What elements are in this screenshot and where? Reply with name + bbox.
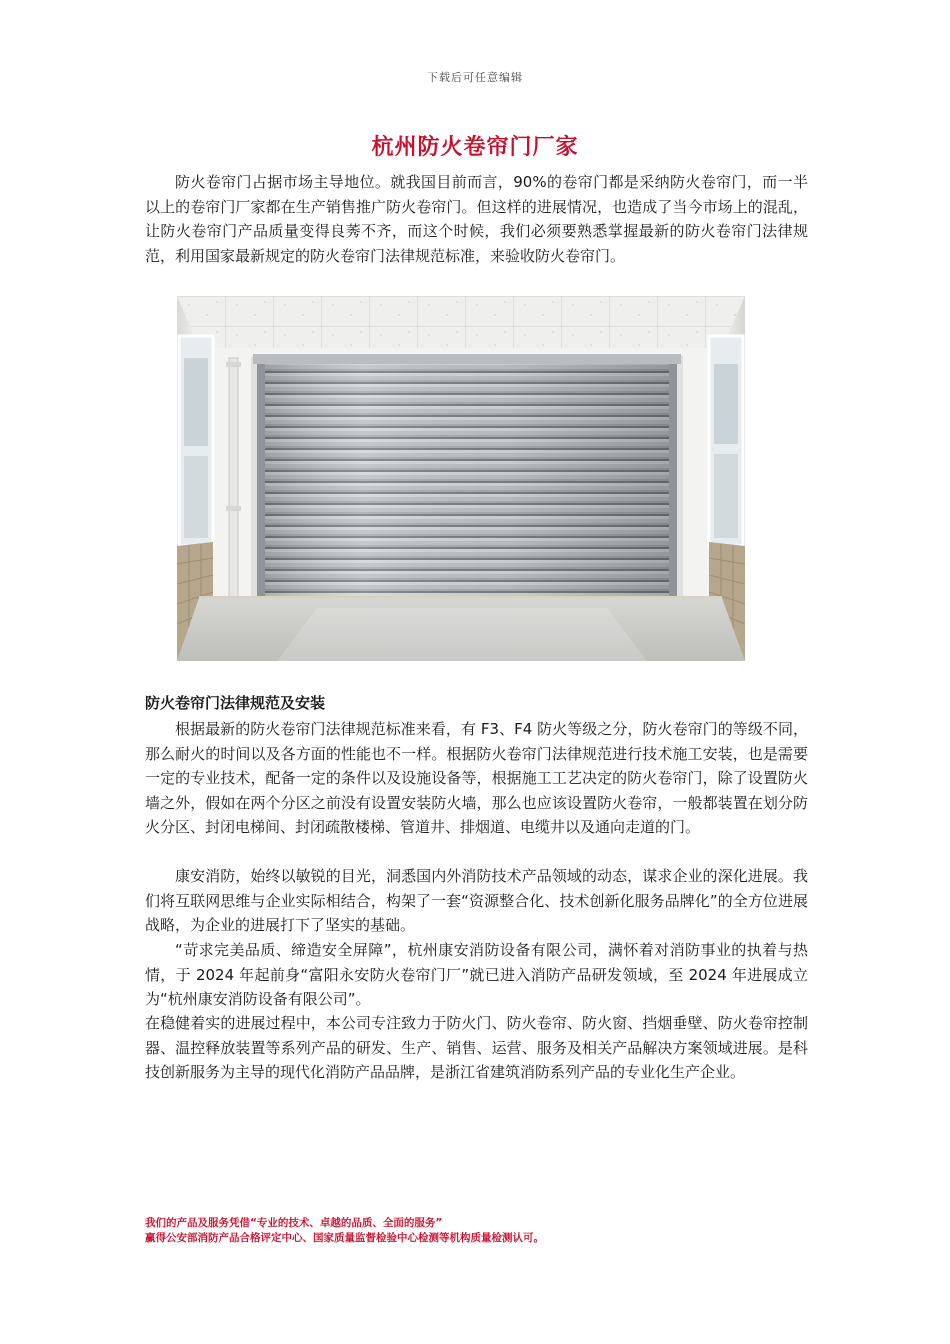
rolling-shutter-photo bbox=[177, 296, 745, 661]
paragraph-standards: 根据最新的防火卷帘门法律规范标准来看，有 F3、F4 防火等级之分，防火卷帘门的等级不同，那么耐火的时间以及各方面的性能也不一样。根据防火卷帘门法律规范进行技术施工安装，也是需要一定的专业技术，配备一定的条件以及设施设备等，根据施工工艺决定的防火卷帘门，除了设置防火墙之外，假如在两个分区之前没有设置安装防火墙，那么也应该设置防火卷帘，一般都装置在划分防火分区、封闭电梯间、封闭疏散楼梯、管道井、排烟道、电缆井以及通向走道的门。 bbox=[145, 720, 808, 836]
section-heading: 防火卷帘门法律规范及安装 bbox=[145, 694, 326, 712]
footer-line-2: 赢得公安部消防产品合格评定中心、国家质量监督检验中心检测等机构质量检测认可。 bbox=[145, 1232, 544, 1244]
footer bbox=[145, 1216, 544, 1246]
paragraph-company: 康安消防，始终以敏锐的目光，洞悉国内外消防技术产品领域的动态，谋求企业的深化进展。我们将互联网思维与企业实际相结合，构架了一套“资源整合化、技术创新化服务品牌化”的全方位进展战略，为企业的进展打下了坚实的基础。 bbox=[145, 867, 808, 934]
page-header: 下载后可任意编辑 bbox=[427, 71, 523, 84]
paragraph-history: “苛求完美品质、缔造安全屏障”，杭州康安消防设备有限公司，满怀着对消防事业的执着与热情，于 2024 年起前身“富阳永安防火卷帘门厂”就已进入消防产品研发领域，至 2024 年进展成立为“杭州康安消防设备有限公司”。 bbox=[145, 941, 808, 1008]
intro-paragraph: 防火卷帘门占据市场主导地位。就我国目前而言，90%的卷帘门都是采纳防火卷帘门，而一半以上的卷帘门厂家都在生产销售推广防火卷帘门。但这样的进展情况，也造成了当今市场上的混乱，让防火卷帘门产品质量变得良莠不齐，而这个时候，我们必须要熟悉掌握最新的防火卷帘门法律规范，利用国家最新规定的防火卷帘门法律规范标准，来验收防火卷帘门。 bbox=[145, 173, 808, 265]
paragraph-products: 在稳健着实的进展过程中，本公司专注致力于防火门、防火卷帘、防火窗、挡烟垂壁、防火卷帘控制器、温控释放装置等系列产品的研发、生产、销售、运营、服务及相关产品解决方案领域进展。是科技创新服务为主导的现代化消防产品品牌，是浙江省建筑消防系列产品的专业化生产企业。 bbox=[145, 1014, 808, 1081]
footer-line-1: 我们的产品及服务凭借“专业的技术、卓越的品质、全面的服务” bbox=[145, 1217, 443, 1229]
rolling-shutter-illustration bbox=[177, 296, 745, 661]
page-title: 杭州防火卷帘门厂家 bbox=[371, 135, 579, 160]
